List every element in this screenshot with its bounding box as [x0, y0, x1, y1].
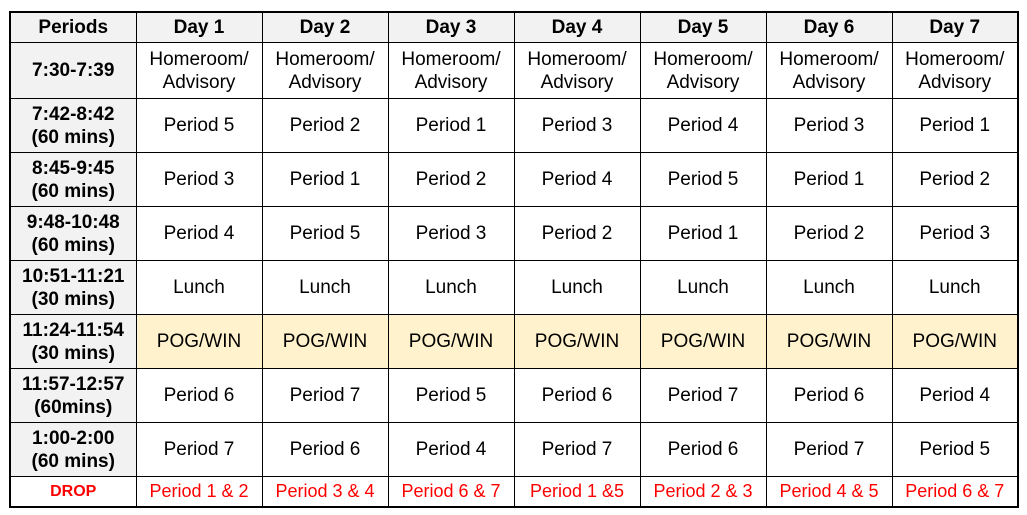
schedule-cell: Lunch — [514, 261, 640, 315]
schedule-cell: Period 6 — [766, 369, 892, 423]
schedule-cell: POG/WIN — [514, 315, 640, 369]
schedule-cell: Period 1 — [766, 153, 892, 207]
drop-cell: Period 3 & 4 — [262, 477, 388, 507]
schedule-cell — [766, 43, 892, 99]
schedule-cell: Period 4 — [388, 423, 514, 477]
time-cell — [10, 261, 136, 315]
schedule-cell: Lunch — [640, 261, 766, 315]
cell-line: Advisory — [792, 71, 866, 93]
schedule-cell: POG/WIN — [892, 315, 1018, 369]
drop-cell: Period 2 & 3 — [640, 477, 766, 507]
time-cell — [10, 369, 136, 423]
cell-line: Advisory — [414, 71, 488, 93]
schedule-cell: Period 7 — [262, 369, 388, 423]
time-range: 7:42-8:42 — [32, 103, 115, 125]
time-duration: (60 mins) — [31, 234, 115, 256]
table-row — [10, 207, 1018, 261]
table-row — [10, 423, 1018, 477]
drop-row — [10, 477, 1018, 507]
schedule-cell: Period 5 — [388, 369, 514, 423]
schedule-cell: Lunch — [262, 261, 388, 315]
header-day-5: Day 5 — [640, 12, 766, 43]
schedule-cell: Period 3 — [388, 207, 514, 261]
time-duration: (60 mins) — [31, 450, 115, 472]
cell-line: Advisory — [540, 71, 614, 93]
schedule-cell: POG/WIN — [640, 315, 766, 369]
schedule-cell — [262, 43, 388, 99]
schedule-cell: Period 6 — [136, 369, 262, 423]
schedule-cell: Period 2 — [766, 207, 892, 261]
schedule-cell: Period 5 — [640, 153, 766, 207]
table-row — [10, 99, 1018, 153]
time-duration: (60 mins) — [31, 126, 115, 148]
schedule-cell: Period 2 — [892, 153, 1018, 207]
time-range: 11:24-11:54 — [22, 319, 124, 341]
schedule-cell: Period 5 — [136, 99, 262, 153]
schedule-cell: Period 3 — [136, 153, 262, 207]
schedule-cell: Period 4 — [640, 99, 766, 153]
cell-line: Advisory — [288, 71, 362, 93]
schedule-cell: Period 1 — [388, 99, 514, 153]
time-cell — [10, 99, 136, 153]
time-duration: (60mins) — [34, 396, 113, 418]
schedule-cell: Period 5 — [262, 207, 388, 261]
schedule-cell — [514, 43, 640, 99]
drop-label: DROP — [10, 477, 136, 507]
schedule-cell: Period 1 — [640, 207, 766, 261]
time-cell — [10, 207, 136, 261]
schedule-cell: Period 4 — [514, 153, 640, 207]
schedule-table — [9, 11, 1019, 508]
schedule-cell: Period 6 — [262, 423, 388, 477]
cell-line: Homeroom/ — [401, 48, 501, 70]
drop-cell: Period 6 & 7 — [388, 477, 514, 507]
header-day-1: Day 1 — [136, 12, 262, 43]
schedule-cell: POG/WIN — [136, 315, 262, 369]
schedule-cell: POG/WIN — [766, 315, 892, 369]
drop-cell: Period 1 & 2 — [136, 477, 262, 507]
schedule-cell: Lunch — [388, 261, 514, 315]
schedule-cell: Period 2 — [388, 153, 514, 207]
time-cell — [10, 315, 136, 369]
header-row — [10, 12, 1018, 43]
schedule-cell: Period 7 — [136, 423, 262, 477]
schedule-cell: Period 2 — [262, 99, 388, 153]
header-day-7: Day 7 — [892, 12, 1018, 43]
schedule-cell: Period 1 — [892, 99, 1018, 153]
schedule-cell: POG/WIN — [262, 315, 388, 369]
schedule-cell: Period 6 — [514, 369, 640, 423]
table-row — [10, 315, 1018, 369]
drop-cell: Period 4 & 5 — [766, 477, 892, 507]
schedule-cell: POG/WIN — [388, 315, 514, 369]
time-range: 8:45-9:45 — [32, 157, 115, 179]
header-periods: Periods — [10, 12, 136, 43]
drop-cell: Period 1 &5 — [514, 477, 640, 507]
table-row — [10, 153, 1018, 207]
header-day-3: Day 3 — [388, 12, 514, 43]
schedule-cell — [388, 43, 514, 99]
schedule-cell: Period 3 — [892, 207, 1018, 261]
schedule-cell: Period 7 — [766, 423, 892, 477]
schedule-cell: Period 4 — [136, 207, 262, 261]
time-cell — [10, 423, 136, 477]
time-range: 11:57-12:57 — [22, 373, 125, 395]
schedule-cell: Period 2 — [514, 207, 640, 261]
table-row — [10, 43, 1018, 99]
header-day-2: Day 2 — [262, 12, 388, 43]
table-row — [10, 261, 1018, 315]
schedule-cell: Period 4 — [892, 369, 1018, 423]
schedule-cell: Period 1 — [262, 153, 388, 207]
schedule-cell: Lunch — [766, 261, 892, 315]
schedule-cell — [640, 43, 766, 99]
schedule-cell: Lunch — [892, 261, 1018, 315]
schedule-cell: Lunch — [136, 261, 262, 315]
cell-line: Homeroom/ — [527, 48, 627, 70]
cell-line: Homeroom/ — [275, 48, 375, 70]
time-range: 10:51-11:21 — [22, 265, 125, 287]
header-day-4: Day 4 — [514, 12, 640, 43]
table-row — [10, 369, 1018, 423]
time-duration: (30 mins) — [31, 342, 115, 364]
time-duration: (60 mins) — [31, 180, 115, 202]
cell-line: Advisory — [162, 71, 236, 93]
cell-line: Advisory — [918, 71, 992, 93]
time-cell — [10, 43, 136, 99]
cell-line: Advisory — [666, 71, 740, 93]
cell-line: Homeroom/ — [653, 48, 753, 70]
cell-line: Homeroom/ — [779, 48, 879, 70]
time-range: 1:00-2:00 — [32, 427, 115, 449]
schedule-cell: Period 6 — [640, 423, 766, 477]
cell-line: Homeroom/ — [149, 48, 249, 70]
schedule-cell: Period 5 — [892, 423, 1018, 477]
schedule-cell: Period 7 — [640, 369, 766, 423]
schedule-cell: Period 7 — [514, 423, 640, 477]
schedule-cell — [136, 43, 262, 99]
schedule-cell: Period 3 — [766, 99, 892, 153]
time-duration: (30 mins) — [31, 288, 115, 310]
drop-cell: Period 6 & 7 — [892, 477, 1018, 507]
time-cell — [10, 153, 136, 207]
schedule-cell: Period 3 — [514, 99, 640, 153]
time-range: 9:48-10:48 — [26, 211, 120, 233]
time-range: 7:30-7:39 — [32, 60, 115, 81]
header-day-6: Day 6 — [766, 12, 892, 43]
schedule-cell — [892, 43, 1018, 99]
cell-line: Homeroom/ — [905, 48, 1005, 70]
